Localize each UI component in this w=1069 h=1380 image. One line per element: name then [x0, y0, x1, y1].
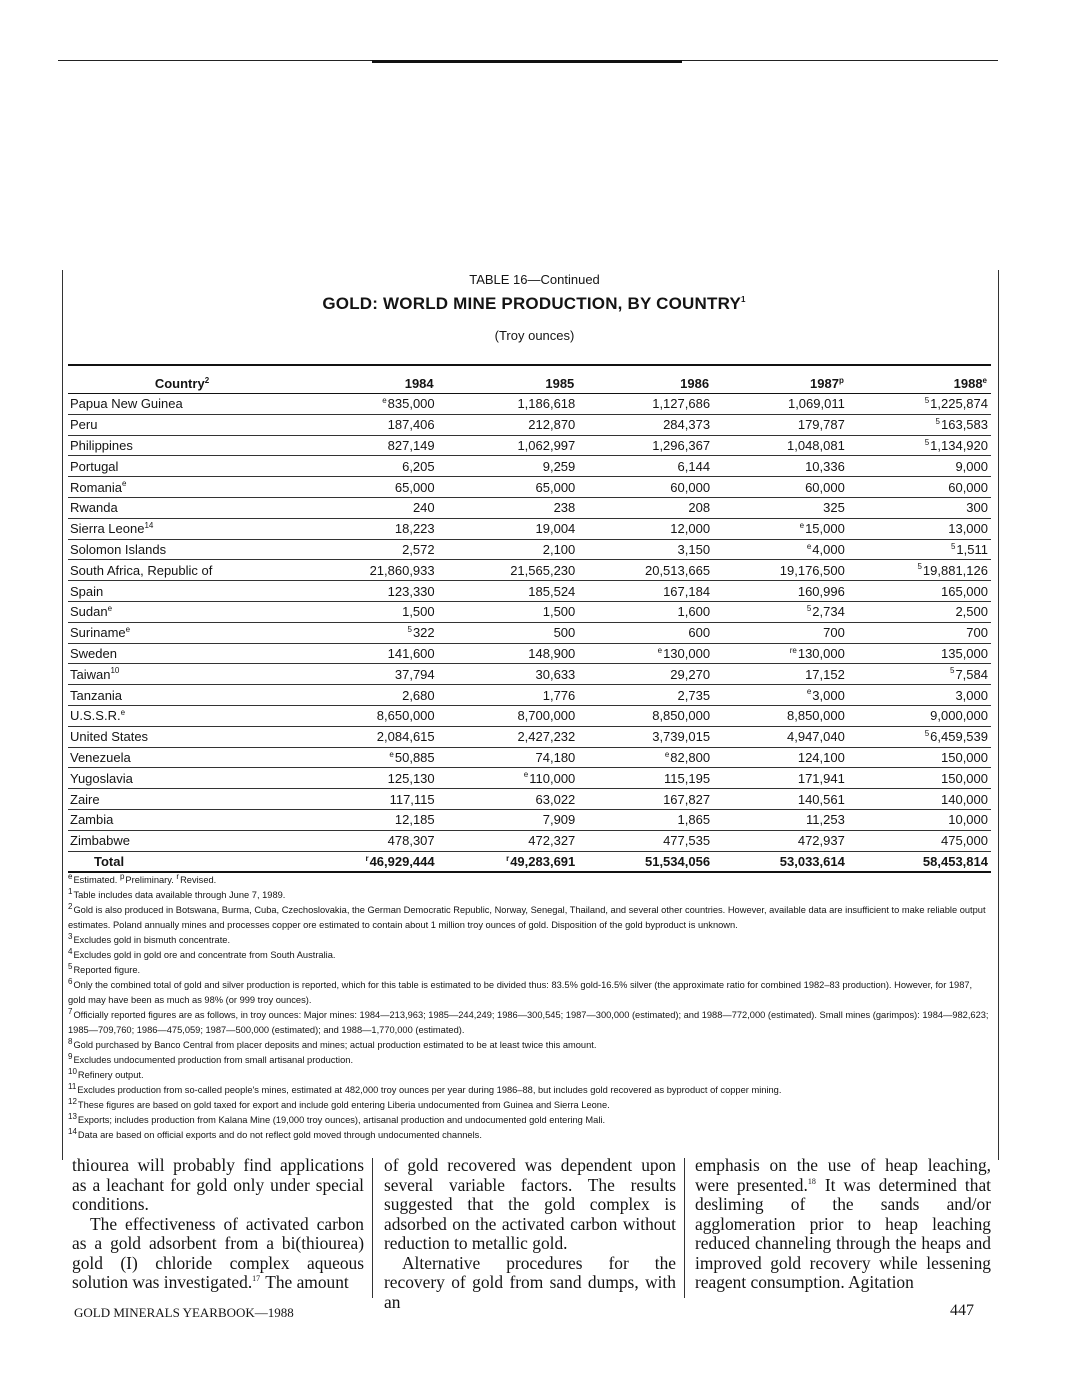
- value-cell: 1,127,686: [578, 394, 713, 415]
- table-row: [68, 705, 991, 726]
- country-cell: Zambia: [68, 809, 297, 830]
- value-cell: $^5$7,584: [848, 664, 991, 685]
- value-cell: 19,004: [438, 518, 579, 539]
- table-row: [68, 622, 991, 643]
- value-cell: $^e$15,000: [713, 518, 848, 539]
- value-cell: 6,205: [297, 456, 438, 477]
- value-cell: $^5$322: [297, 622, 438, 643]
- value-cell: 9,000,000: [848, 705, 991, 726]
- value-cell: 37,794: [297, 664, 438, 685]
- value-cell: 7,909: [438, 809, 579, 830]
- frame-right-rule: [998, 270, 999, 1160]
- country-cell: Papua New Guinea: [68, 394, 297, 415]
- footnote: $^5$Reported figure.: [68, 961, 141, 975]
- header-1986: 1986: [680, 376, 710, 391]
- total-value-cell: $^r$46,929,444: [297, 851, 438, 872]
- value-cell: 3,000: [848, 685, 991, 706]
- footnote: $^6$Only the combined total of gold and silver production is reported, which for this table is estimated to be divided thus: 83.5% gold-16.5% silver (the approximate ratio for combined 1982–83 production). However, for 1987, gold may have been as much as 98% (or 999 troy ounces).: [68, 976, 973, 1005]
- value-cell: 3,150: [578, 539, 713, 560]
- footnote: $^{12}$These figures are based on gold taxed for export and include gold entering Liberia undocumented from Guinea and Sierra Leone.: [68, 1096, 610, 1110]
- country-cell: Venezuela: [68, 747, 297, 768]
- value-cell: 477,535: [578, 830, 713, 851]
- country-cell: Solomon Islands: [68, 539, 297, 560]
- total-value-cell: 53,033,614: [713, 851, 848, 872]
- paragraph: Alternative procedures for the recovery of gold from sand dumps, with an: [384, 1252, 676, 1312]
- table-row: [68, 394, 991, 415]
- value-cell: 300: [848, 497, 991, 518]
- footnote: $^3$Excludes gold in bismuth concentrate.: [68, 931, 231, 945]
- footnotes: [68, 873, 992, 1143]
- value-cell: 140,000: [848, 789, 991, 810]
- value-cell: $^5$163,583: [848, 414, 991, 435]
- table-row: [68, 768, 991, 789]
- value-cell: 1,296,367: [578, 435, 713, 456]
- value-cell: 325: [713, 497, 848, 518]
- total-value-cell: $^r$49,283,691: [438, 851, 579, 872]
- value-cell: $^5$2,734: [713, 601, 848, 622]
- value-cell: 8,650,000: [297, 705, 438, 726]
- table-row: [68, 789, 991, 810]
- country-cell: Philippines: [68, 435, 297, 456]
- value-cell: 478,307: [297, 830, 438, 851]
- value-cell: 17,152: [713, 664, 848, 685]
- footnote: $^{14}$Data are based on official exports and do not reflect gold moved through undocumented channels.: [68, 1126, 482, 1140]
- footnote: $^{10}$Refinery output.: [68, 1066, 144, 1080]
- value-cell: 1,048,081: [713, 435, 848, 456]
- value-cell: 124,100: [713, 747, 848, 768]
- footnote: $^1$Table includes data available through June 7, 1989.: [68, 886, 286, 900]
- country-cell: Suriname$^e$: [68, 622, 297, 643]
- table-unit: (Troy ounces): [494, 328, 575, 343]
- value-cell: 1,186,618: [438, 394, 579, 415]
- value-cell: 11,253: [713, 809, 848, 830]
- country-cell: United States: [68, 726, 297, 747]
- country-cell: Sierra Leone$^{14}$: [68, 518, 297, 539]
- table-title: [0, 294, 1069, 314]
- header-1984: 1984: [404, 376, 434, 391]
- value-cell: 60,000: [578, 477, 713, 498]
- value-cell: $^5$19,881,126: [848, 560, 991, 581]
- value-cell: 2,100: [438, 539, 579, 560]
- footnote: $^4$Excludes gold in gold ore and concentrate from South Australia.: [68, 946, 336, 960]
- footnote: $^8$Gold purchased by Banco Central from placer deposits and mines; actual production estimated to be at least twice this amount.: [68, 1036, 597, 1050]
- value-cell: 65,000: [438, 477, 579, 498]
- country-cell: Portugal: [68, 456, 297, 477]
- value-cell: 240: [297, 497, 438, 518]
- table-row: [68, 560, 991, 581]
- total-row: [68, 851, 991, 872]
- value-cell: 700: [848, 622, 991, 643]
- value-cell: 18,223: [297, 518, 438, 539]
- value-cell: 827,149: [297, 435, 438, 456]
- value-cell: 63,022: [438, 789, 579, 810]
- value-cell: 1,500: [438, 601, 579, 622]
- body-column-1: [72, 1156, 364, 1293]
- value-cell: 3,739,015: [578, 726, 713, 747]
- table-row: [68, 809, 991, 830]
- footnote: $^2$Gold is also produced in Botswana, Burma, Cuba, Czechoslovakia, the German Democratic Republic, Norway, Senegal, Thailand, and several other countries. However, available data are insufficient to make reliable output estimates. Poland annually mines and processes copper ore estimated to contain about 1 million troy ounces of gold. Disposition of the gold byproduct is unknown.: [68, 901, 986, 930]
- table-row: [68, 456, 991, 477]
- value-cell: 500: [438, 622, 579, 643]
- page-number: 447: [950, 1302, 974, 1319]
- value-cell: 10,336: [713, 456, 848, 477]
- total-value-cell: 58,453,814: [848, 851, 991, 872]
- value-cell: 2,572: [297, 539, 438, 560]
- value-cell: 125,130: [297, 768, 438, 789]
- value-cell: 8,700,000: [438, 705, 579, 726]
- value-cell: 140,561: [713, 789, 848, 810]
- table-row: [68, 747, 991, 768]
- value-cell: 10,000: [848, 809, 991, 830]
- footnote: $^9$Excludes undocumented production from small artisanal production.: [68, 1051, 354, 1065]
- table-row: [68, 477, 991, 498]
- table-title-text: GOLD: WORLD MINE PRODUCTION, BY COUNTRY: [322, 294, 741, 313]
- total-label: Total: [68, 851, 297, 872]
- table-row: [68, 726, 991, 747]
- header-country: Country$^2$: [154, 375, 210, 391]
- value-cell: 141,600: [297, 643, 438, 664]
- value-cell: 6,144: [578, 456, 713, 477]
- value-cell: 700: [713, 622, 848, 643]
- table-row: [68, 685, 991, 706]
- value-cell: 1,600: [578, 601, 713, 622]
- country-cell: South Africa, Republic of: [68, 560, 297, 581]
- table-row: [68, 643, 991, 664]
- value-cell: 208: [578, 497, 713, 518]
- value-cell: $^5$1,225,874: [848, 394, 991, 415]
- value-cell: 2,680: [297, 685, 438, 706]
- value-cell: 284,373: [578, 414, 713, 435]
- table-row: [68, 581, 991, 602]
- value-cell: $^5$1,134,920: [848, 435, 991, 456]
- value-cell: 74,180: [438, 747, 579, 768]
- country-cell: Tanzania: [68, 685, 297, 706]
- country-cell: Rwanda: [68, 497, 297, 518]
- value-cell: 30,633: [438, 664, 579, 685]
- value-cell: 4,947,040: [713, 726, 848, 747]
- country-cell: Zimbabwe: [68, 830, 297, 851]
- value-cell: 167,827: [578, 789, 713, 810]
- value-cell: 20,513,665: [578, 560, 713, 581]
- value-cell: 1,865: [578, 809, 713, 830]
- table-row: [68, 518, 991, 539]
- footnote: $^{13}$Exports; includes production from Kalana Mine (19,000 troy ounces), artisanal production and undocumented gold entering Mali.: [68, 1111, 606, 1125]
- value-cell: $^e$110,000: [438, 768, 579, 789]
- footnote: $^{11}$Excludes production from so-called people's mines, estimated at 482,000 troy ounces per year during 1986–88, but includes gold recovered as byproduct of copper mining.: [68, 1081, 782, 1095]
- footnote: $^7$Officially reported figures are as follows, in troy ounces: Major mines: 1984—213,963; 1985—244,249; 1986—300,545; 1987—300,000 (estimated); and 1988—772,000 (estimated). Small mines (garimpos): 1984—982,623; 1985—709,760; 1986—475,059; 1987—500,000 (estimated); and 1988—1,770,000 (estimated).: [68, 1006, 989, 1035]
- table-row: [68, 435, 991, 456]
- value-cell: $^e$835,000: [297, 394, 438, 415]
- footnote: $^e$Estimated. $^p$Preliminary. $^r$Revised.: [68, 871, 217, 885]
- country-cell: Spain: [68, 581, 297, 602]
- body-column-2: [384, 1156, 676, 1312]
- top-rule-accent: [372, 60, 682, 63]
- value-cell: 8,850,000: [578, 705, 713, 726]
- value-cell: 179,787: [713, 414, 848, 435]
- value-cell: 1,500: [297, 601, 438, 622]
- table-body: [68, 394, 991, 873]
- value-cell: 19,176,500: [713, 560, 848, 581]
- value-cell: 167,184: [578, 581, 713, 602]
- country-cell: Zaire: [68, 789, 297, 810]
- table-row: [68, 830, 991, 851]
- value-cell: 65,000: [297, 477, 438, 498]
- value-cell: 12,185: [297, 809, 438, 830]
- frame-left-rule: [62, 270, 63, 1160]
- country-cell: Peru: [68, 414, 297, 435]
- value-cell: 9,000: [848, 456, 991, 477]
- value-cell: 171,941: [713, 768, 848, 789]
- country-cell: U.S.S.R.$^e$: [68, 705, 297, 726]
- value-cell: $^e$4,000: [713, 539, 848, 560]
- value-cell: $^e$130,000: [578, 643, 713, 664]
- value-cell: 150,000: [848, 768, 991, 789]
- paragraph: thiourea will probably find applications as a leachant for gold only under special conditions.: [72, 1155, 364, 1214]
- value-cell: $^e$3,000: [713, 685, 848, 706]
- value-cell: 150,000: [848, 747, 991, 768]
- value-cell: 2,084,615: [297, 726, 438, 747]
- value-cell: 9,259: [438, 456, 579, 477]
- value-cell: $^5$6,459,539: [848, 726, 991, 747]
- value-cell: 472,327: [438, 830, 579, 851]
- value-cell: 185,524: [438, 581, 579, 602]
- value-cell: 60,000: [848, 477, 991, 498]
- country-cell: Sudan$^e$: [68, 601, 297, 622]
- table-title-sup: 1: [740, 295, 746, 305]
- value-cell: 21,565,230: [438, 560, 579, 581]
- total-value-cell: 51,534,056: [578, 851, 713, 872]
- country-cell: Romania$^e$: [68, 477, 297, 498]
- value-cell: 2,427,232: [438, 726, 579, 747]
- value-cell: 13,000: [848, 518, 991, 539]
- paragraph: The effectiveness of activated carbon as a gold adsorbent from a bi(thiourea) gold (I) chloride complex aqueous solution was investigated.$^{17}$ The amount: [72, 1213, 364, 1292]
- value-cell: 8,850,000: [713, 705, 848, 726]
- value-cell: $^{re}$130,000: [713, 643, 848, 664]
- value-cell: 1,776: [438, 685, 579, 706]
- table-row: [68, 497, 991, 518]
- value-cell: 187,406: [297, 414, 438, 435]
- value-cell: 60,000: [713, 477, 848, 498]
- paragraph: of gold recovered was dependent upon several variable factors. The results suggested that the gold complex is adsorbed on the activated carbon without reduction to metallic gold.: [384, 1155, 676, 1253]
- value-cell: 2,735: [578, 685, 713, 706]
- table-row: [68, 664, 991, 685]
- header-1985: 1985: [545, 376, 575, 391]
- country-cell: Taiwan$^{10}$: [68, 664, 297, 685]
- table-row: [68, 539, 991, 560]
- value-cell: 2,500: [848, 601, 991, 622]
- country-cell: Yugoslavia: [68, 768, 297, 789]
- table-header-row: [68, 365, 991, 394]
- value-cell: 148,900: [438, 643, 579, 664]
- value-cell: 135,000: [848, 643, 991, 664]
- value-cell: 472,937: [713, 830, 848, 851]
- running-footer: GOLD MINERALS YEARBOOK—1988: [74, 1305, 294, 1320]
- value-cell: 212,870: [438, 414, 579, 435]
- value-cell: 160,996: [713, 581, 848, 602]
- production-table: [68, 364, 991, 873]
- value-cell: 238: [438, 497, 579, 518]
- value-cell: 165,000: [848, 581, 991, 602]
- value-cell: 115,195: [578, 768, 713, 789]
- value-cell: 1,069,011: [713, 394, 848, 415]
- body-column-3: [695, 1156, 991, 1293]
- header-1987: 1987$^p$: [810, 375, 844, 391]
- country-cell: Sweden: [68, 643, 297, 664]
- value-cell: $^e$50,885: [297, 747, 438, 768]
- value-cell: 21,860,933: [297, 560, 438, 581]
- value-cell: 117,115: [297, 789, 438, 810]
- value-cell: 123,330: [297, 581, 438, 602]
- table-label: TABLE 16—Continued: [469, 272, 600, 287]
- value-cell: 1,062,997: [438, 435, 579, 456]
- paragraph: emphasis on the use of heap leaching, were presented.$^{18}$ It was determined that desliming of the sands and/or agglomeration prior to heap leaching reduced channeling through the heaps and improved gold recovery while lessening reagent consumption. Agitation: [695, 1155, 991, 1292]
- header-1988: 1988e: [953, 375, 987, 391]
- value-cell: $^e$82,800: [578, 747, 713, 768]
- value-cell: 12,000: [578, 518, 713, 539]
- value-cell: $^5$1,511: [848, 539, 991, 560]
- value-cell: 600: [578, 622, 713, 643]
- value-cell: 29,270: [578, 664, 713, 685]
- table-row: [68, 601, 991, 622]
- table-row: [68, 414, 991, 435]
- value-cell: 475,000: [848, 830, 991, 851]
